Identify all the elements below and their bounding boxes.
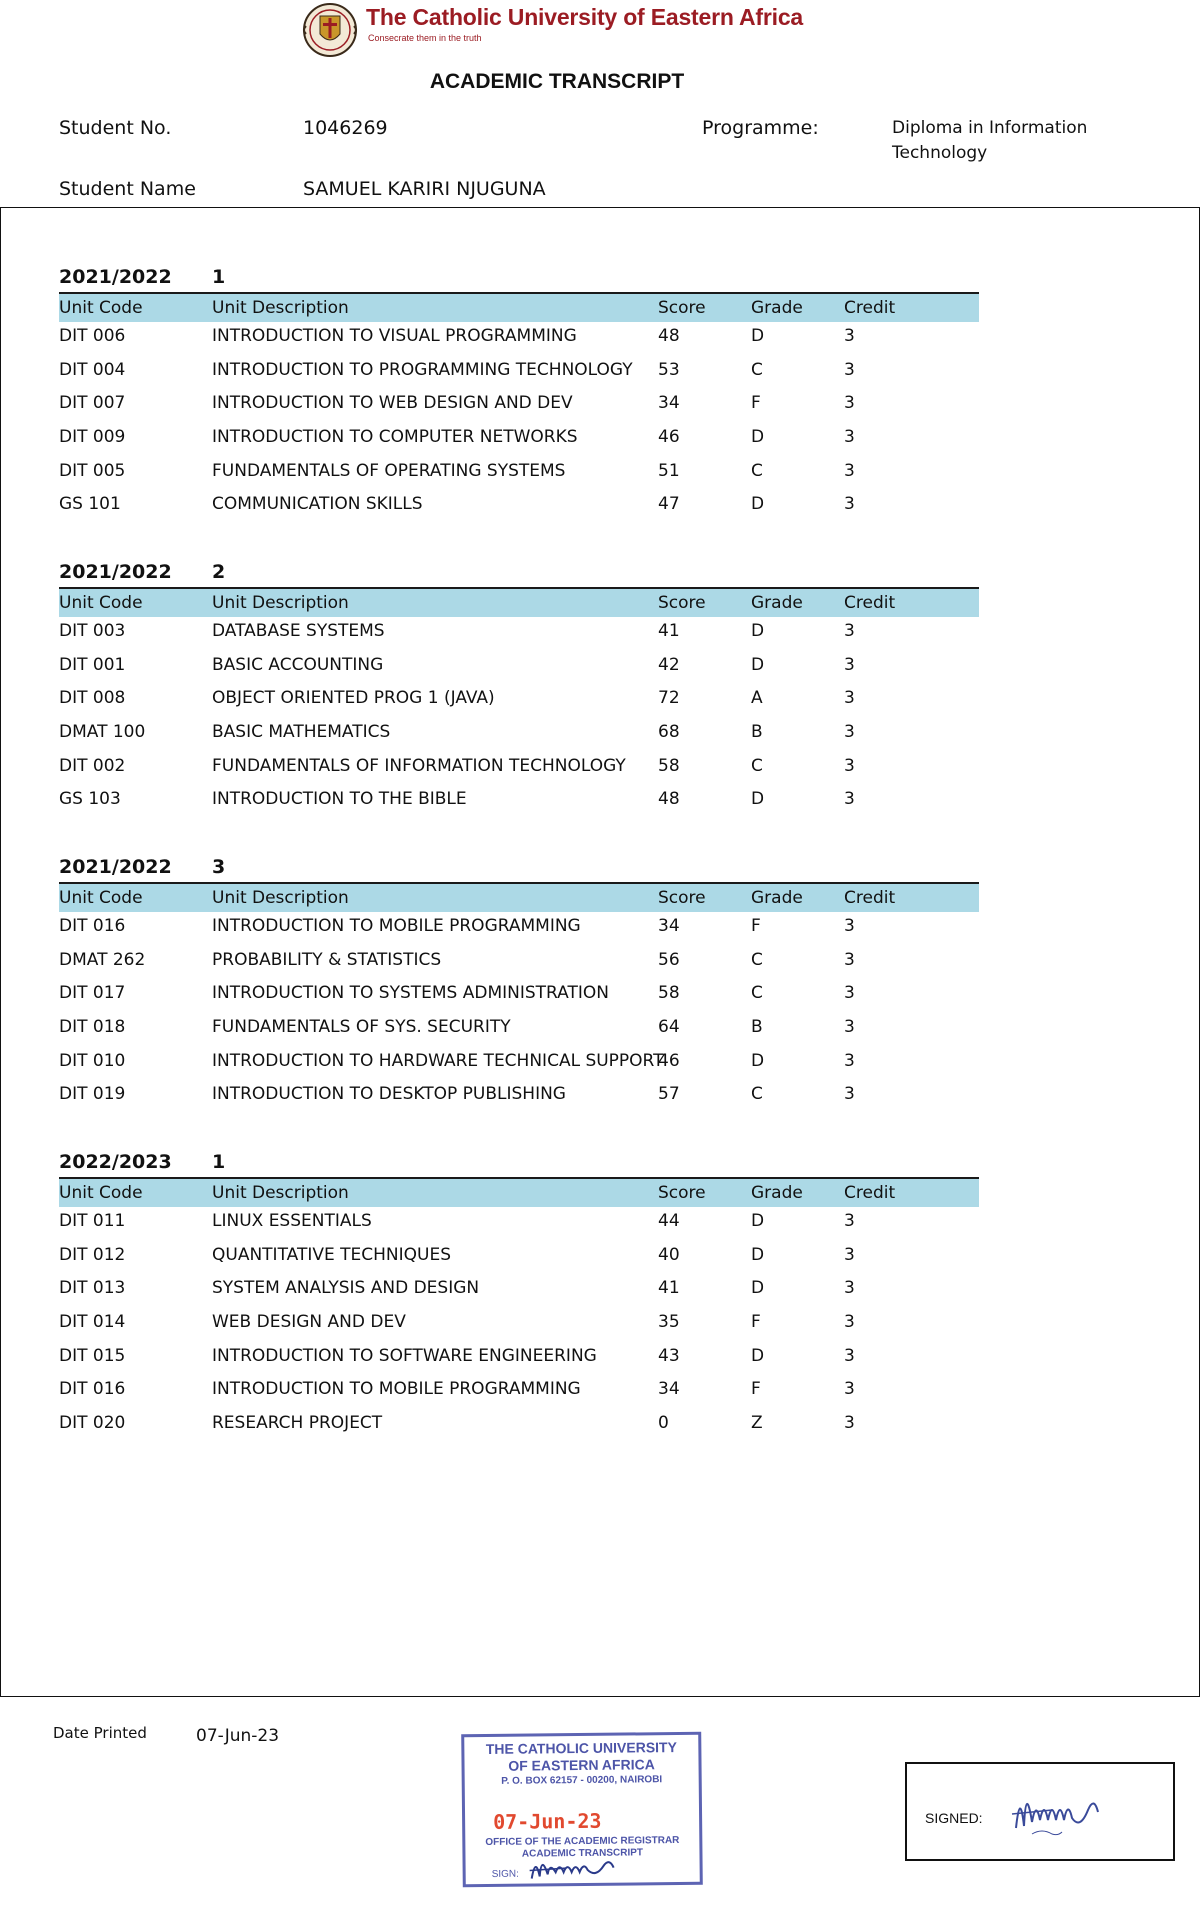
unit-description: FUNDAMENTALS OF SYS. SECURITY [212,1017,511,1038]
unit-grade: D [751,1211,765,1231]
table-row [59,1241,979,1275]
signed-label: SIGNED: [925,1810,983,1826]
stamp-signature [525,1847,635,1884]
unit-code: DIT 014 [59,1312,126,1333]
unit-credit: 3 [844,789,855,810]
column-header-credit: Credit [844,888,896,908]
unit-credit: 3 [844,326,855,346]
student-name: SAMUEL KARIRI NJUGUNA [303,178,546,200]
unit-credit: 3 [844,1379,855,1400]
unit-score: 51 [658,460,680,481]
unit-description: LINUX ESSENTIALS [212,1211,372,1231]
unit-credit: 3 [844,359,855,380]
table-row [59,457,979,491]
university-name: The Catholic University of Eastern Africa [366,4,804,30]
university-crest-logo [300,2,360,58]
unit-score: 57 [658,1084,680,1105]
unit-score: 34 [658,916,680,936]
semester: 1 [212,1151,226,1173]
unit-description: PROBABILITY & STATISTICS [212,949,442,970]
unit-description: INTRODUCTION TO WEB DESIGN AND DEV [212,393,573,414]
unit-credit: 3 [844,1312,855,1333]
unit-score: 42 [658,654,680,675]
unit-code: DIT 020 [59,1413,126,1434]
table-row [59,1308,979,1342]
semester: 1 [212,266,226,288]
unit-credit: 3 [844,722,855,743]
table-row [59,718,979,752]
column-header-credit: Credit [844,593,896,613]
registrar-stamp [461,1732,703,1888]
unit-grade: C [751,1084,763,1105]
unit-credit: 3 [844,688,855,709]
signature-box [905,1762,1175,1861]
unit-description: RESEARCH PROJECT [212,1413,383,1434]
unit-grade: C [751,755,763,776]
signature [1002,1770,1132,1850]
unit-code: DMAT 100 [59,722,146,743]
table-row [59,617,979,651]
academic-year: 2021/2022 [59,561,172,583]
unit-score: 35 [658,1312,680,1333]
unit-description: INTRODUCTION TO VISUAL PROGRAMMING [212,326,577,346]
stamp-sign-label: SIGN: [491,1868,519,1880]
unit-credit: 3 [844,1244,855,1265]
unit-score: 72 [658,688,680,709]
unit-score: 43 [658,1345,680,1366]
table-row [59,1375,979,1409]
unit-code: DIT 017 [59,983,126,1004]
unit-score: 64 [658,1017,680,1038]
programme-line-1: Diploma in Information [892,118,1088,138]
term-heading [59,557,979,587]
unit-credit: 3 [844,1084,855,1105]
unit-description: INTRODUCTION TO DESKTOP PUBLISHING [212,1084,566,1105]
unit-grade: F [751,393,761,414]
stamp-line-3: P. O. BOX 62157 - 00200, NAIROBI [501,1774,663,1787]
unit-code: DIT 010 [59,1050,126,1071]
unit-code: DIT 007 [59,393,126,414]
unit-score: 58 [658,755,680,776]
table-row [59,684,979,718]
column-header-unit-code: Unit Code [59,298,143,318]
unit-grade: D [751,654,765,675]
unit-description: BASIC ACCOUNTING [212,654,384,675]
unit-grade: D [751,1345,765,1366]
table-row [59,423,979,457]
unit-score: 44 [658,1211,680,1231]
student-number: 1046269 [303,117,388,139]
table-header [59,292,979,322]
table-row [59,1047,979,1081]
table-row [59,1409,979,1443]
academic-year: 2021/2022 [59,266,172,288]
term-section [59,852,979,1114]
unit-grade: B [751,1017,763,1038]
table-row [59,1342,979,1376]
unit-code: DIT 003 [59,621,126,641]
table-row [59,979,979,1013]
stamp-line-4: OFFICE OF THE ACADEMIC REGISTRAR [485,1834,680,1849]
unit-credit: 3 [844,949,855,970]
unit-score: 68 [658,722,680,743]
programme-line-2: Technology [892,143,988,163]
unit-grade: B [751,722,763,743]
unit-grade: F [751,1379,761,1400]
unit-grade: D [751,789,765,810]
column-header-unit-description: Unit Description [212,888,349,908]
unit-code: DIT 011 [59,1211,126,1231]
unit-score: 40 [658,1244,680,1265]
unit-score: 48 [658,789,680,810]
column-header-score: Score [658,1183,706,1203]
unit-credit: 3 [844,983,855,1004]
unit-credit: 3 [844,1345,855,1366]
unit-description: INTRODUCTION TO SOFTWARE ENGINEERING [212,1345,597,1366]
programme-label: Programme: [702,117,819,139]
column-header-unit-code: Unit Code [59,888,143,908]
term-heading [59,262,979,292]
unit-code: DIT 008 [59,688,126,709]
column-header-score: Score [658,298,706,318]
unit-grade: F [751,916,761,936]
unit-code: DIT 001 [59,654,126,675]
unit-grade: D [751,326,765,346]
stamp-date: 07-Jun-23 [492,1808,602,1834]
unit-credit: 3 [844,654,855,675]
column-header-unit-code: Unit Code [59,1183,143,1203]
column-header-credit: Credit [844,1183,896,1203]
unit-code: DIT 006 [59,326,126,346]
unit-description: BASIC MATHEMATICS [212,722,391,743]
unit-grade: F [751,1312,761,1333]
stamp-line-2: OF EASTERN AFRICA [508,1756,655,1774]
column-header-grade: Grade [751,888,803,908]
unit-code: DIT 016 [59,916,126,936]
column-header-credit: Credit [844,298,896,318]
column-header-unit-code: Unit Code [59,593,143,613]
academic-year: 2021/2022 [59,856,172,878]
student-name-label: Student Name [59,178,196,200]
column-header-unit-description: Unit Description [212,298,349,318]
unit-description: INTRODUCTION TO PROGRAMMING TECHNOLOGY [212,359,633,380]
table-row [59,752,979,786]
academic-year: 2022/2023 [59,1151,172,1173]
unit-grade: D [751,1050,765,1071]
semester: 3 [212,856,226,878]
unit-description: DATABASE SYSTEMS [212,621,385,641]
unit-code: DIT 016 [59,1379,126,1400]
unit-credit: 3 [844,1278,855,1299]
unit-description: INTRODUCTION TO THE BIBLE [212,789,467,810]
table-row [59,322,979,356]
unit-code: GS 101 [59,494,121,515]
unit-description: FUNDAMENTALS OF INFORMATION TECHNOLOGY [212,755,626,776]
unit-description: INTRODUCTION TO COMPUTER NETWORKS [212,427,578,448]
unit-score: 46 [658,1050,680,1071]
unit-grade: A [751,688,763,709]
unit-code: DIT 009 [59,427,126,448]
term-section [59,1147,979,1443]
table-row [59,946,979,980]
stamp-line-1: THE CATHOLIC UNIVERSITY [485,1739,677,1758]
programme-value [892,116,1087,166]
unit-grade: D [751,621,765,641]
table-row [59,356,979,390]
table-row [59,1274,979,1308]
table-header [59,587,979,617]
unit-score: 41 [658,1278,680,1299]
table-row [59,389,979,423]
unit-code: GS 103 [59,789,121,810]
table-row [59,1080,979,1114]
unit-credit: 3 [844,1211,855,1231]
unit-credit: 3 [844,755,855,776]
unit-credit: 3 [844,1050,855,1071]
term-heading [59,852,979,882]
unit-credit: 3 [844,427,855,448]
unit-score: 53 [658,359,680,380]
unit-credit: 3 [844,393,855,414]
unit-score: 41 [658,621,680,641]
unit-code: DIT 002 [59,755,126,776]
unit-code: DIT 019 [59,1084,126,1105]
table-row [59,1013,979,1047]
unit-grade: D [751,494,765,515]
unit-credit: 3 [844,1413,855,1434]
unit-score: 48 [658,326,680,346]
column-header-grade: Grade [751,1183,803,1203]
unit-grade: D [751,1278,765,1299]
unit-score: 46 [658,427,680,448]
unit-description: FUNDAMENTALS OF OPERATING SYSTEMS [212,460,566,481]
stamp-line-5: ACADEMIC TRANSCRIPT [521,1847,644,1860]
university-motto: Consecrate them in the truth [368,33,482,43]
student-number-label: Student No. [59,117,172,139]
unit-code: DIT 013 [59,1278,126,1299]
column-header-grade: Grade [751,298,803,318]
column-header-grade: Grade [751,593,803,613]
unit-score: 34 [658,393,680,414]
unit-description: INTRODUCTION TO SYSTEMS ADMINISTRATION [212,983,609,1004]
document-title: ACADEMIC TRANSCRIPT [429,70,685,93]
unit-description: INTRODUCTION TO MOBILE PROGRAMMING [212,916,581,936]
date-printed-label: Date Printed [53,1724,147,1742]
unit-credit: 3 [844,494,855,515]
unit-description: WEB DESIGN AND DEV [212,1312,406,1333]
unit-code: DIT 012 [59,1244,126,1265]
column-header-unit-description: Unit Description [212,593,349,613]
unit-grade: C [751,949,763,970]
unit-description: QUANTITATIVE TECHNIQUES [212,1244,451,1265]
unit-code: DIT 018 [59,1017,126,1038]
unit-code: DMAT 262 [59,949,146,970]
unit-grade: C [751,983,763,1004]
unit-grade: D [751,1244,765,1265]
table-row [59,785,979,819]
unit-credit: 3 [844,621,855,641]
table-row [59,1207,979,1241]
column-header-unit-description: Unit Description [212,1183,349,1203]
unit-score: 0 [658,1413,669,1434]
unit-grade: C [751,460,763,481]
column-header-score: Score [658,888,706,908]
unit-description: INTRODUCTION TO HARDWARE TECHNICAL SUPPORT [212,1050,664,1071]
unit-grade: D [751,427,765,448]
unit-score: 56 [658,949,680,970]
unit-description: COMMUNICATION SKILLS [212,494,423,515]
table-row [59,912,979,946]
unit-credit: 3 [844,1017,855,1038]
date-printed: 07-Jun-23 [196,1726,280,1746]
term-section [59,557,979,819]
table-header [59,882,979,912]
semester: 2 [212,561,226,583]
unit-description: OBJECT ORIENTED PROG 1 (JAVA) [212,688,495,709]
unit-credit: 3 [844,916,855,936]
column-header-score: Score [658,593,706,613]
unit-code: DIT 004 [59,359,126,380]
table-row [59,490,979,524]
term-section [59,262,979,524]
term-heading [59,1147,979,1177]
unit-score: 58 [658,983,680,1004]
unit-code: DIT 005 [59,460,126,481]
unit-code: DIT 015 [59,1345,126,1366]
table-row [59,651,979,685]
unit-credit: 3 [844,460,855,481]
unit-grade: Z [751,1413,763,1434]
unit-score: 34 [658,1379,680,1400]
table-header [59,1177,979,1207]
unit-grade: C [751,359,763,380]
unit-description: INTRODUCTION TO MOBILE PROGRAMMING [212,1379,581,1400]
unit-score: 47 [658,494,680,515]
unit-description: SYSTEM ANALYSIS AND DESIGN [212,1278,480,1299]
